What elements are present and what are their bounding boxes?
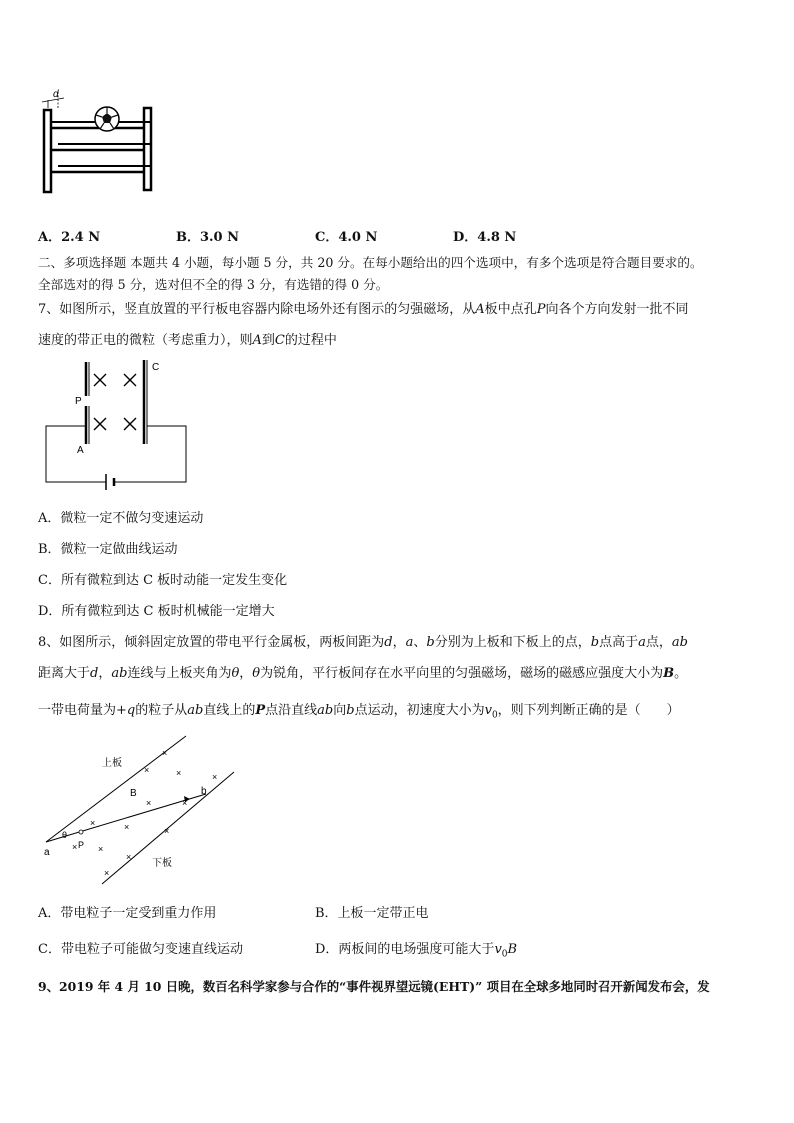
q6-option-a: A．2.4 N <box>38 230 101 245</box>
svg-text:×: × <box>176 768 182 778</box>
q8-option-a: A．带电粒子一定受到重力作用 <box>38 906 217 921</box>
q7-stem-line2: 速度的带正电的微粒（考虑重力），则A到C的过程中 <box>38 333 337 348</box>
q7-stem-line1: 7、如图所示，竖直放置的平行板电容器内除电场外还有图示的匀强磁场，从A板中点孔P向各个方向发射一批不同 <box>38 302 689 317</box>
lower-plate-label: 下板 <box>152 858 172 869</box>
plate-a-label: A <box>77 445 84 456</box>
q8-option-c: C．带电粒子可能做匀变速直线运动 <box>38 942 243 957</box>
theta-label: θ <box>62 830 68 840</box>
svg-text:×: × <box>98 844 104 854</box>
q7-option-b: B．微粒一定做曲线运动 <box>38 542 178 557</box>
point-p-label: P <box>78 840 85 850</box>
shelf-ball-figure <box>36 86 166 196</box>
d-label: d <box>53 89 59 100</box>
point-b-label: b <box>201 786 207 797</box>
svg-text:×: × <box>182 798 188 808</box>
point-a-label: a <box>44 847 50 858</box>
svg-text:×: × <box>72 842 78 852</box>
svg-text:×: × <box>212 772 218 782</box>
q6-option-c: C．4.0 N <box>315 230 378 245</box>
svg-text:×: × <box>124 822 130 832</box>
q7-option-a: A．微粒一定不做匀变速运动 <box>38 511 204 526</box>
hole-p-label: P <box>75 396 82 407</box>
svg-text:×: × <box>126 852 132 862</box>
upper-plate-label: 上板 <box>102 758 122 769</box>
plate-c-label: C <box>152 362 160 373</box>
q8-option-b: B．上板一定带正电 <box>315 906 429 921</box>
svg-text:×: × <box>144 765 150 775</box>
q6-option-b: B．3.0 N <box>176 230 240 245</box>
inclined-plates-figure <box>38 730 248 895</box>
q8-stem-line1: 8、如图所示，倾斜固定放置的带电平行金属板，两板间距为d，a、b分别为上板和下板上的点，b点高于a点，ab <box>38 635 688 650</box>
q7-option-d: D．所有微粒到达 C 板时机械能一定增大 <box>38 604 275 619</box>
svg-text:×: × <box>146 798 152 808</box>
svg-text:×: × <box>164 826 170 836</box>
q9-stem-line1: 9、2019 年 4 月 10 日晚，数百名科学家参与合作的“事件视界望远镜(EHT)” 项目在全球多地同时召开新闻发布会，发 <box>38 979 710 994</box>
q8-stem-line3: 一带电荷量为+q的粒子从ab直线上的P点沿直线ab向b点运动，初速度大小为$v_0$，则下列判断正确的是（ ） <box>38 703 680 721</box>
field-b-label: B <box>130 788 137 799</box>
svg-text:×: × <box>162 748 168 758</box>
capacitor-magnetic-field-figure <box>40 358 200 498</box>
svg-text:×: × <box>90 818 96 828</box>
q7-option-c: C．所有微粒到达 C 板时动能一定发生变化 <box>38 573 288 588</box>
q8-option-d: D．两板间的电场强度可能大于$v_0B$ <box>315 942 518 960</box>
q8-stem-line2: 距离大于d，ab连线与上板夹角为θ，θ为锐角，平行板间存在水平向里的匀强磁场，磁场的磁感应强度大小为B。 <box>38 666 688 681</box>
svg-text:×: × <box>104 868 110 878</box>
section2-line1: 二、多项选择题 本题共 4 小题，每小题 5 分，共 20 分。在每小题给出的四个选项中，有多个选项是符合题目要求的。 <box>38 255 703 270</box>
section2-line2: 全部选对的得 5 分，选对但不全的得 3 分，有选错的得 0 分。 <box>38 277 389 292</box>
q6-option-d: D．4.8 N <box>453 230 517 245</box>
